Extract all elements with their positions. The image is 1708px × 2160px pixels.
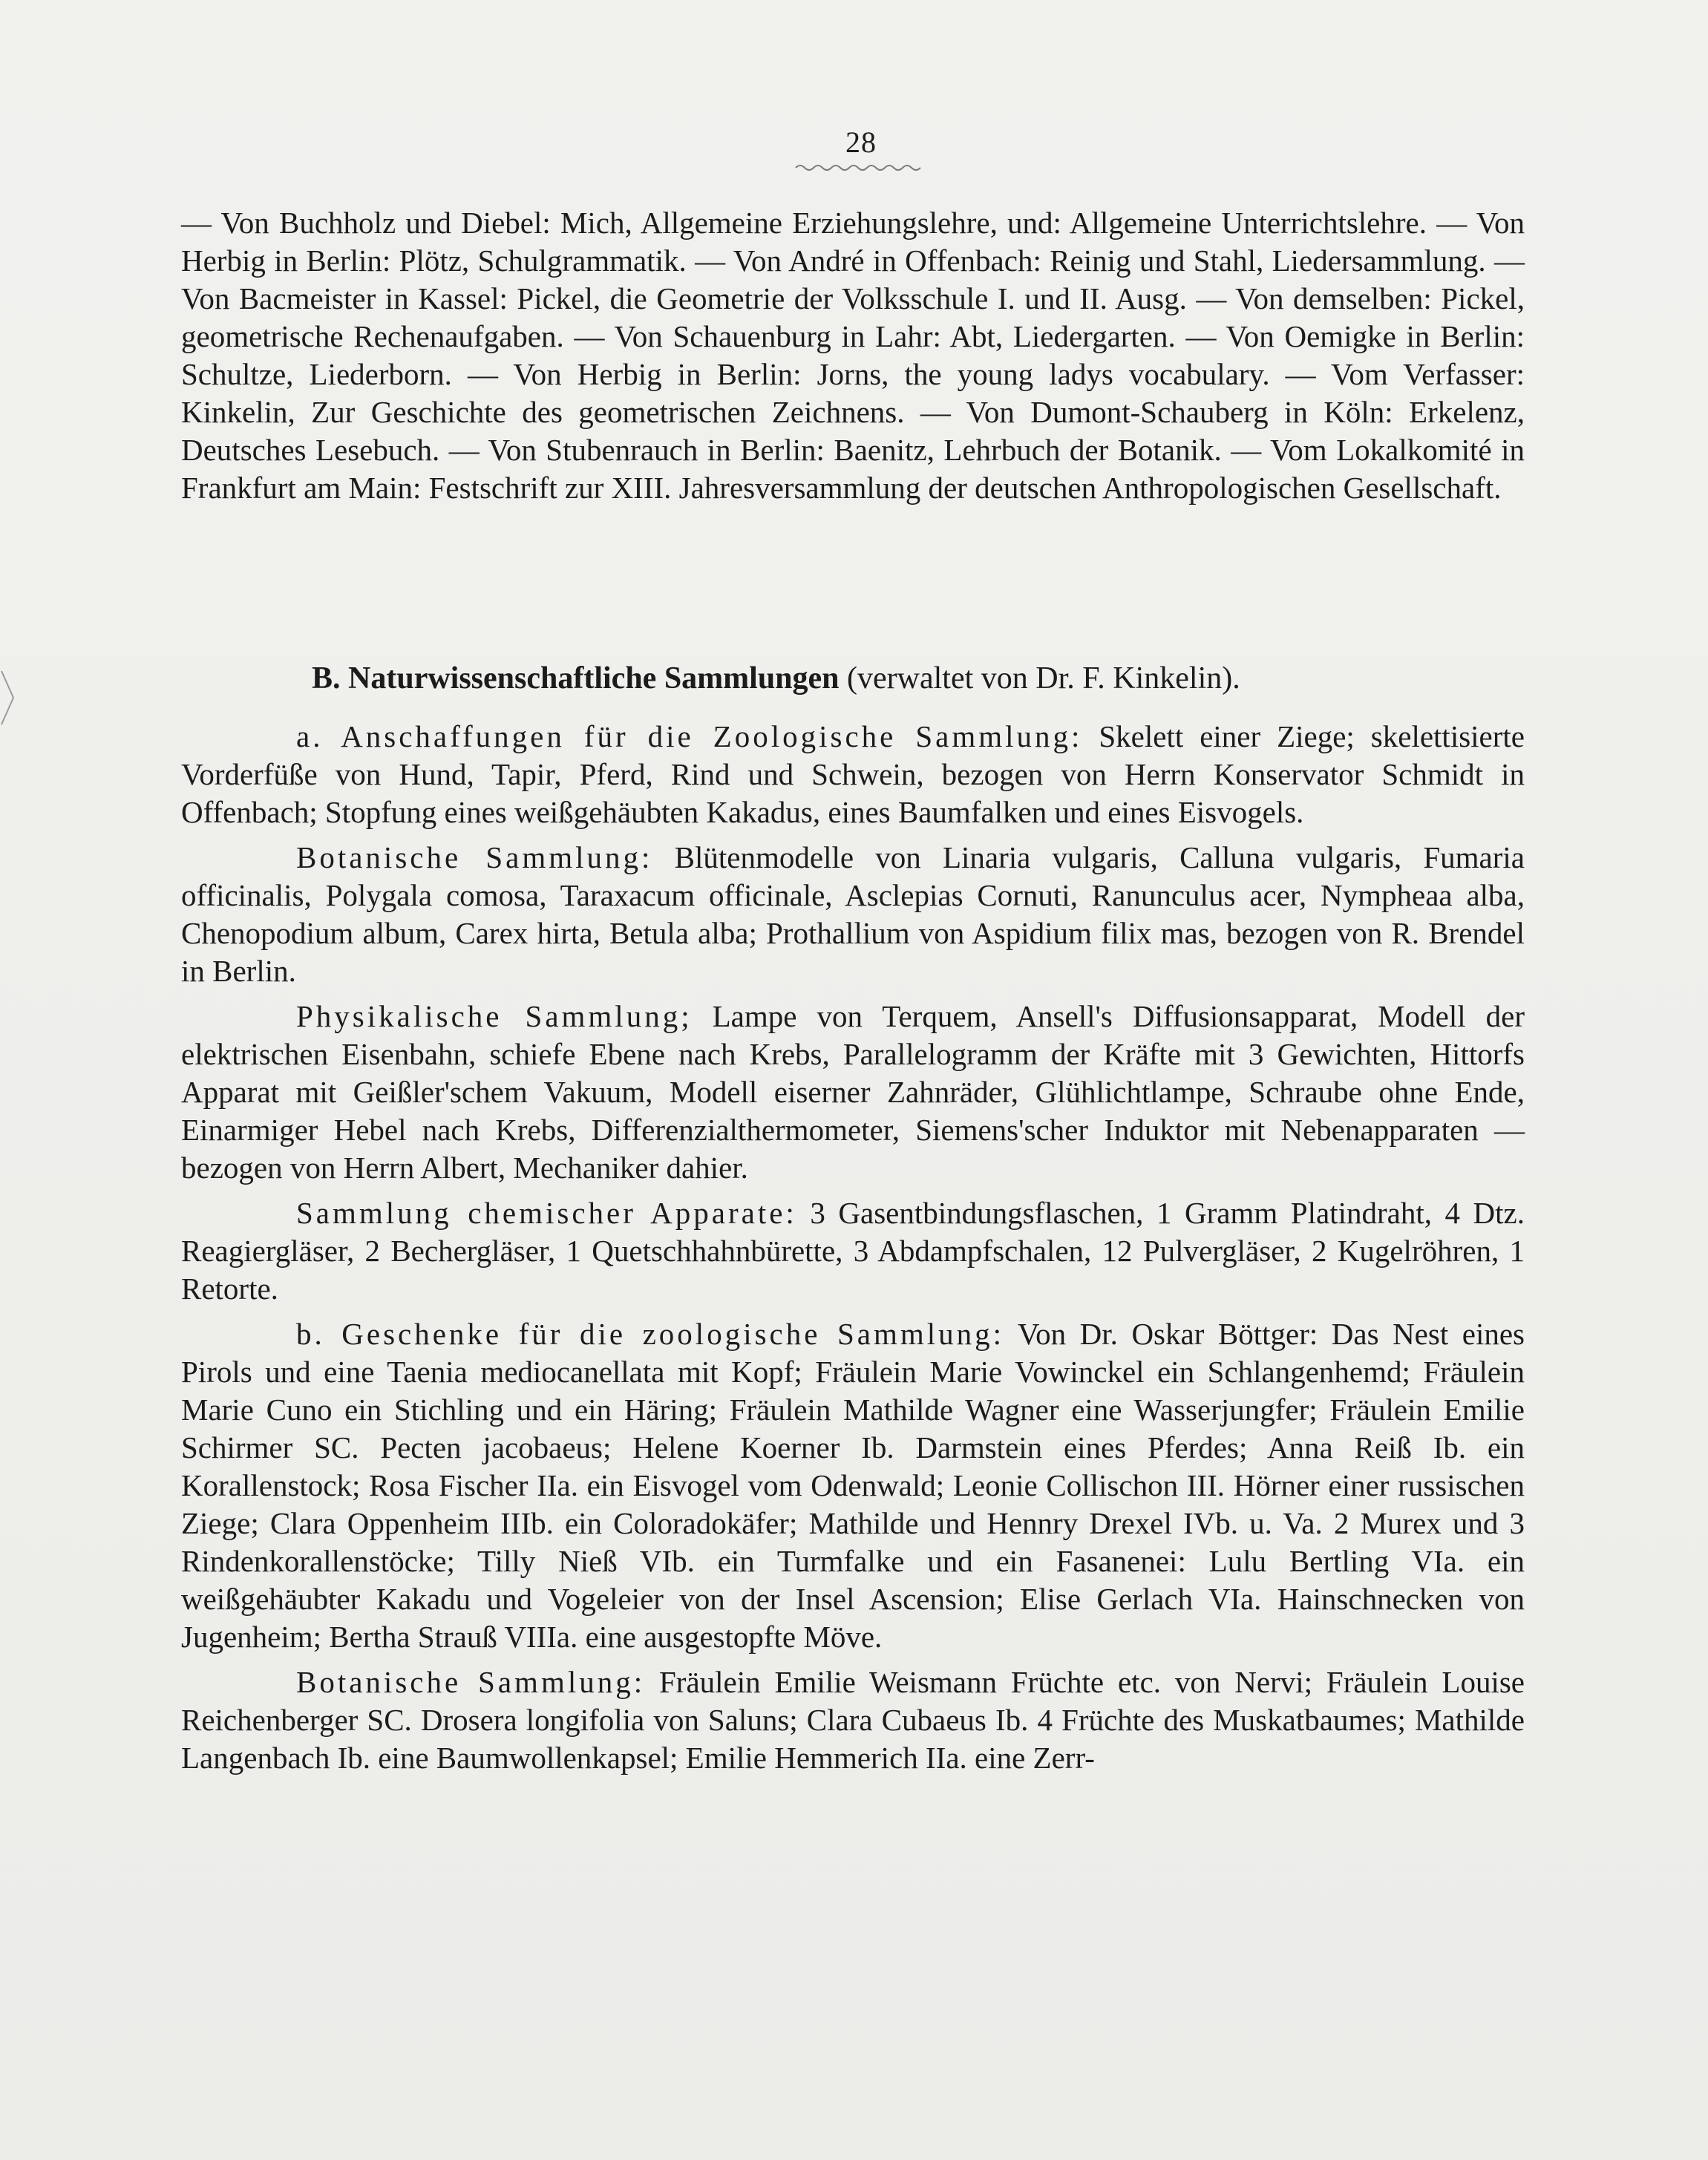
section-note: (verwaltet von Dr. F. Kinkelin). bbox=[847, 661, 1240, 696]
intro-text bbox=[181, 204, 1525, 507]
paragraph-lead: Sammlung chemischer Apparate: bbox=[296, 1196, 797, 1230]
paragraph-zoology-purchases bbox=[181, 718, 1525, 831]
paragraph-botany-gifts bbox=[181, 1663, 1525, 1777]
paragraph-body: Fräulein Emilie Weismann Früchte etc. von Nervi; Fräulein Louise Reichenberger SC. Drosera longifolia von Saluns; Clara Cubaeus Ib. 4 Früchte des Muskatbaumes; Mathilde Langenbach Ib. eine Baumwollenkapsel; Emilie Hemmerich IIa. eine Zerr- bbox=[181, 1665, 1525, 1775]
paragraph-lead: b. Geschenke für die zoologische Sammlung: bbox=[296, 1317, 1005, 1351]
paragraph-lead: Physikalische Sammlung; bbox=[296, 999, 693, 1033]
section-title: Naturwissenschaftliche Sammlungen bbox=[348, 661, 840, 696]
paragraph-chemistry-purchases bbox=[181, 1194, 1525, 1308]
paragraph-zoology-gifts bbox=[181, 1315, 1525, 1656]
paragraph-body: Von Dr. Oskar Böttger: Das Nest eines Pirols und eine Taenia mediocanellata mit Kopf; Fräulein Marie Vowinckel ein Schlangenhemd; Fräulein Marie Cuno ein Stichling und ein Häring; Fräulein Mathilde Wagner eine Wasserjungfer; Fräulein Emilie Schirmer SC. Pecten jacobaeus; Helene Koerner Ib. Darmstein eines Pferdes; Anna Reiß Ib. ein Korallenstock; Rosa Fischer IIa. ein Eisvogel vom Odenwald; Leonie Collischon III. Hörner einer russischen Ziege; Clara Oppenheim IIIb. ein Coloradokäfer; Mathilde und Hennry Drexel IVb. u. Va. 2 Murex und 3 Rindenkorallenstöcke; Tilly Nieß VIb. ein Turmfalke und ein Fasanenei: Lulu Bertling VIa. ein weißgehäubter Kakadu und Vogeleier von der Insel Ascension; Elise Gerlach VIa. Hainschnecken von Jugenheim; Bertha Strauß VIIIa. eine ausgestopfte Möve. bbox=[181, 1317, 1525, 1654]
paragraph-lead: a. Anschaffungen für die Zoologische Sammlung: bbox=[296, 719, 1083, 753]
collections-text bbox=[181, 718, 1525, 1777]
page-number: 28 bbox=[845, 125, 877, 159]
paragraph-lead: Botanische Sammlung: bbox=[296, 840, 653, 874]
paragraph-body: Lampe von Terquem, Ansell's Diffusionsapparat, Modell der elektrischen Eisenbahn, schiefe Ebene nach Krebs, Parallelogramm der Kräfte mit 3 Gewichten, Hittorfs Apparat mit Geißler'schem Vakuum, Modell eiserner Zahnräder, Glühlichtlampe, Schraube ohne Ende, Einarmiger Hebel nach Krebs, Differenzialthermometer, Siemens'scher Induktor mit Nebenapparaten — bezogen von Herrn Albert, Mechaniker dahier. bbox=[181, 999, 1525, 1185]
section-label: B. bbox=[312, 661, 341, 696]
paragraph-lead: Botanische Sammlung: bbox=[296, 1665, 646, 1699]
paragraph-body: 3 Gasentbindungsflaschen, 1 Gramm Platindraht, 4 Dtz. Reagiergläser, 2 Bechergläser, 1 Quetschhahnbürette, 3 Abdampfschalen, 12 Pulvergläser, 2 Kugelröhren, 1 Retorte. bbox=[181, 1196, 1525, 1306]
paragraph-body: Blütenmodelle von Linaria vulgaris, Calluna vulgaris, Fumaria officinalis, Polygala comosa, Taraxacum officinale, Asclepias Cornuti, Ranunculus acer, Nympheaa alba, Chenopodium album, Carex hirta, Betula alba; Prothallium von Aspidium filix mas, bezogen von R. Brendel in Berlin. bbox=[181, 840, 1525, 988]
intro-paragraph: — Von Buchholz und Diebel: Mich, Allgemeine Erziehungslehre, und: Allgemeine Unterrichtslehre. — Von Herbig in Berlin: Plötz, Schulgrammatik. — Von André in Offenbach: Reinig und Stahl, Liedersammlung. — Von Bacmeister in Kassel: Pickel, die Geometrie der Volksschule I. und II. Ausg. — Von demselben: Pickel, geometrische Rechenaufgaben. — Von Schauenburg in Lahr: Abt, Liedergarten. — Von Oemigke in Berlin: Schultze, Liederborn. — Von Herbig in Berlin: Jorns, the young ladys vocabulary. — Vom Verfasser: Kinkelin, Zur Geschichte des geometrischen Zeichnens. — Von Dumont-Schauberg in Köln: Erkelenz, Deutsches Lesebuch. — Von Stubenrauch in Berlin: Baenitz, Lehrbuch der Botanik. — Vom Lokalkomité in Frankfurt am Main: Festschrift zur XIII. Jahresversammlung der deutschen Anthropologischen Gesellschaft. bbox=[181, 206, 1525, 505]
page-edge-mark bbox=[0, 668, 18, 727]
ornament-rule bbox=[794, 162, 928, 174]
paragraph-physics-purchases bbox=[181, 998, 1525, 1187]
paragraph-body: Skelett einer Ziege; skelettisierte Vorderfüße von Hund, Tapir, Pferd, Rind und Schwein, bezogen von Herrn Konservator Schmidt in Offenbach; Stopfung eines weißgehäubten Kakadus, eines Baumfalken und eines Eisvogels. bbox=[181, 719, 1525, 829]
paragraph-botany-purchases bbox=[181, 839, 1525, 990]
section-heading bbox=[312, 661, 1574, 696]
